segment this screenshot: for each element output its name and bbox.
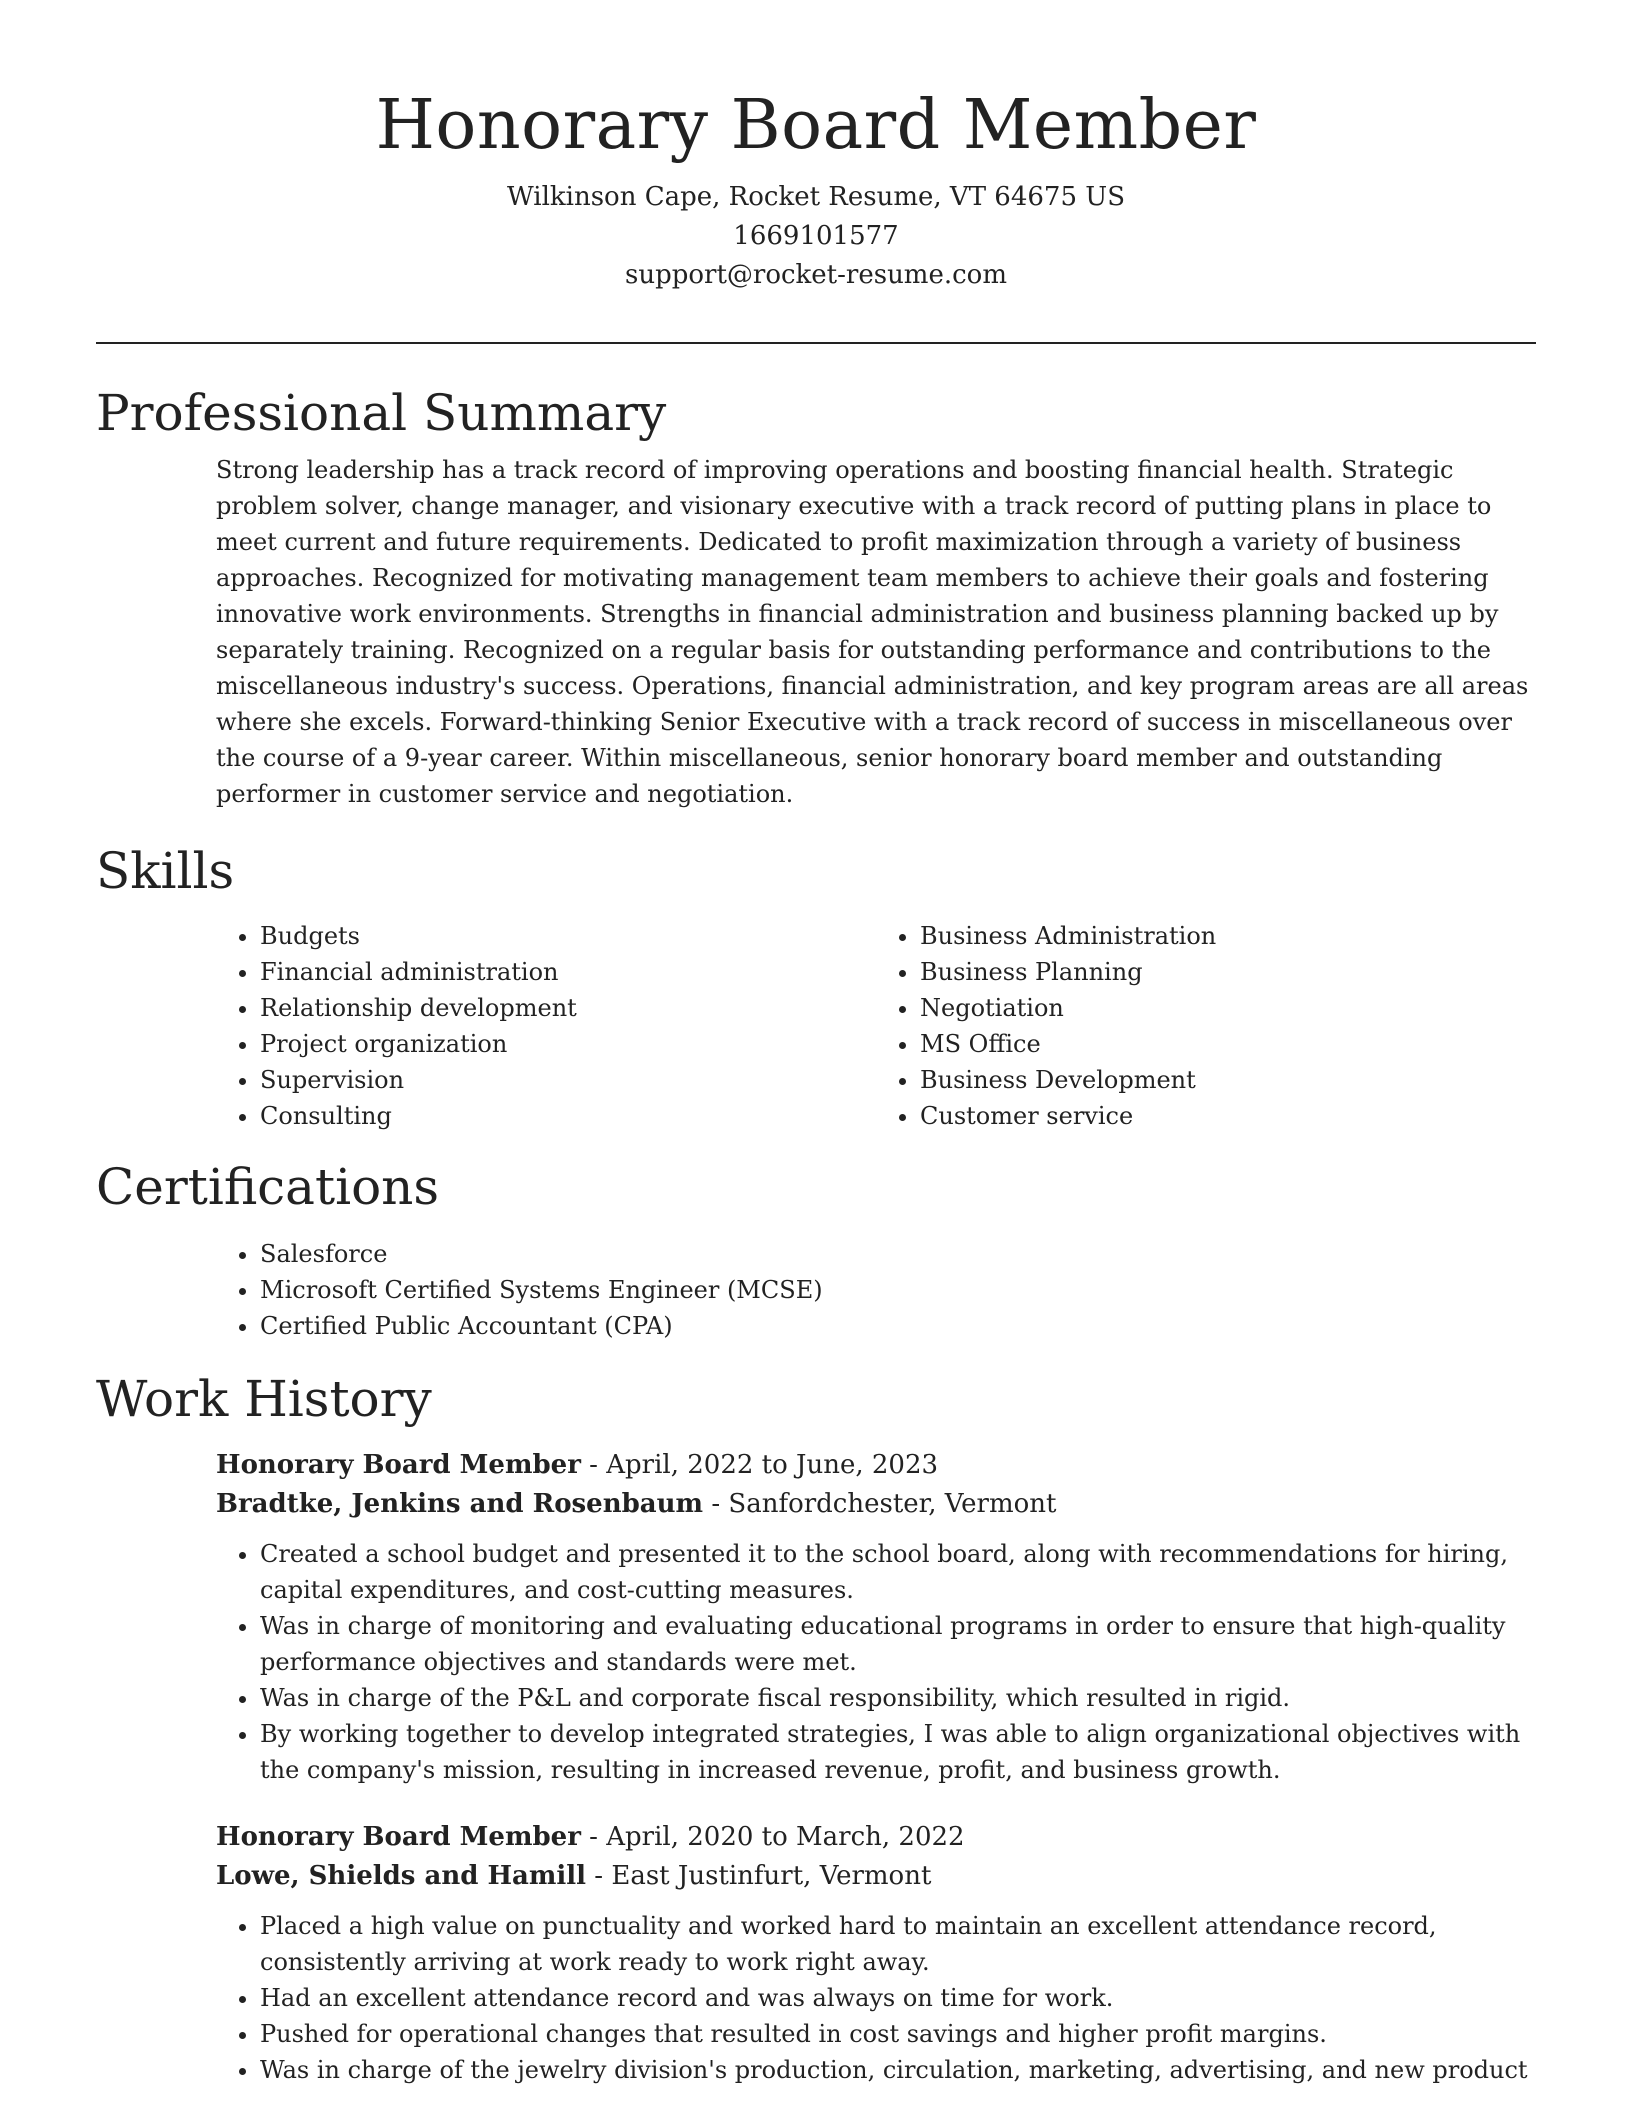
job-company: Lowe, Shields and Hamill	[216, 1861, 587, 1891]
skill-item: • Supervision	[260, 1062, 876, 1098]
skill-item: • Project organization	[260, 1026, 876, 1062]
skill-item: • Financial administration	[260, 954, 876, 990]
skills-section	[96, 836, 1536, 1134]
contact-block	[0, 178, 1632, 295]
certification-item: • Certified Public Accountant (CPA)	[260, 1308, 1536, 1344]
certification-item: • Microsoft Certified Systems Engineer (MCSE)	[260, 1272, 1536, 1308]
contact-email: support@rocket-resume.com	[624, 260, 1007, 290]
job-bullet: • Placed a high value on punctuality and worked hard to maintain an excellent attendance record, consistently arriving at work ready to work right away.	[260, 1908, 1536, 1980]
job-bullet: • Created a school budget and presented it to the school board, along with recommendations for hiring, capital expenditures, and cost-cutting measures.	[260, 1536, 1536, 1608]
skills-list-right	[876, 918, 1536, 1134]
job-bullet: • By working together to develop integrated strategies, I was able to align organizational objectives with the company's mission, resulting in increased revenue, profit, and business growth.	[260, 1716, 1536, 1788]
resume-header	[0, 0, 1632, 295]
resume-body	[96, 378, 1536, 2118]
job-bullet: • Was in charge of the jewelry division's production, circulation, marketing, advertising, and new product	[260, 2052, 1536, 2088]
summary-text: Strong leadership has a track record of improving operations and boosting financial health. Strategic problem solver, change manager, and visionary executive with a track record of putting plans in place to meet current and future requirements. Dedicated to profit maximization through a variety of business approaches. Recognized for motivating management team members to achieve their goals and fostering innovative work environments. Strengths in financial administration and business planning backed up by separately training. Recognized on a regular basis for outstanding performance and contributions to the miscellaneous industry's success. Operations, financial administration, and key program areas are all areas where she excels. Forward-thinking Senior Executive with a track record of success in miscellaneous over the course of a 9-year career. Within miscellaneous, senior honorary board member and outstanding performer in customer service and negotiation.	[216, 456, 1529, 808]
contact-address: Wilkinson Cape, Rocket Resume, VT 64675 US	[506, 182, 1126, 212]
job-bullet: • Pushed for operational changes that resulted in cost savings and higher profit margins.	[260, 2016, 1536, 2052]
section-title-summary: Professional Summary	[96, 384, 667, 442]
skill-item: • MS Office	[920, 1026, 1536, 1062]
certifications-section	[96, 1152, 1536, 1344]
job-company-line	[216, 1485, 1536, 1524]
certification-item: • Salesforce	[260, 1236, 1536, 1272]
job-bullets	[216, 1908, 1536, 2088]
job-dates: April, 2022 to June, 2023	[606, 1450, 939, 1480]
skill-item: • Business Administration	[920, 918, 1536, 954]
separator: -	[711, 1489, 729, 1519]
skill-item: • Negotiation	[920, 990, 1536, 1026]
job-bullet: • Was in charge of the P&L and corporate fiscal responsibility, which resulted in rigid.	[260, 1680, 1536, 1716]
job-location: Sanfordchester, Vermont	[728, 1489, 1057, 1519]
job-title-line	[216, 1446, 1536, 1485]
job-location: East Justinfurt, Vermont	[611, 1861, 932, 1891]
job-role: Honorary Board Member	[216, 1822, 581, 1852]
section-title-skills: Skills	[96, 842, 235, 900]
job-dates: April, 2020 to March, 2022	[606, 1822, 965, 1852]
job-bullet: • Was in charge of monitoring and evaluating educational programs in order to ensure that high-quality performance objectives and standards were met.	[260, 1608, 1536, 1680]
contact-phone: 1669101577	[733, 221, 899, 251]
skill-item: • Customer service	[920, 1098, 1536, 1134]
job-title-line	[216, 1818, 1536, 1857]
skill-item: • Business Development	[920, 1062, 1536, 1098]
job-company: Bradtke, Jenkins and Rosenbaum	[216, 1489, 704, 1519]
job-entry	[216, 1818, 1536, 2088]
separator: -	[589, 1822, 607, 1852]
job-company-line	[216, 1857, 1536, 1896]
skill-item: • Consulting	[260, 1098, 876, 1134]
job-bullets	[216, 1536, 1536, 1788]
skill-item: • Business Planning	[920, 954, 1536, 990]
section-title-work-history: Work History	[96, 1370, 432, 1428]
work-history-section	[96, 1364, 1536, 2088]
job-entry	[216, 1446, 1536, 1788]
separator: -	[594, 1861, 612, 1891]
skill-item: • Budgets	[260, 918, 876, 954]
certifications-list	[216, 1236, 1536, 1344]
summary-section	[96, 378, 1536, 812]
skills-list-left	[216, 918, 876, 1134]
separator: -	[589, 1450, 607, 1480]
header-divider	[96, 342, 1536, 344]
job-bullet: • Had an excellent attendance record and was always on time for work.	[260, 1980, 1536, 2016]
job-role: Honorary Board Member	[216, 1450, 581, 1480]
skill-item: • Relationship development	[260, 990, 876, 1026]
section-title-certifications: Certifications	[96, 1158, 440, 1216]
candidate-name: Honorary Board Member	[375, 86, 1257, 165]
